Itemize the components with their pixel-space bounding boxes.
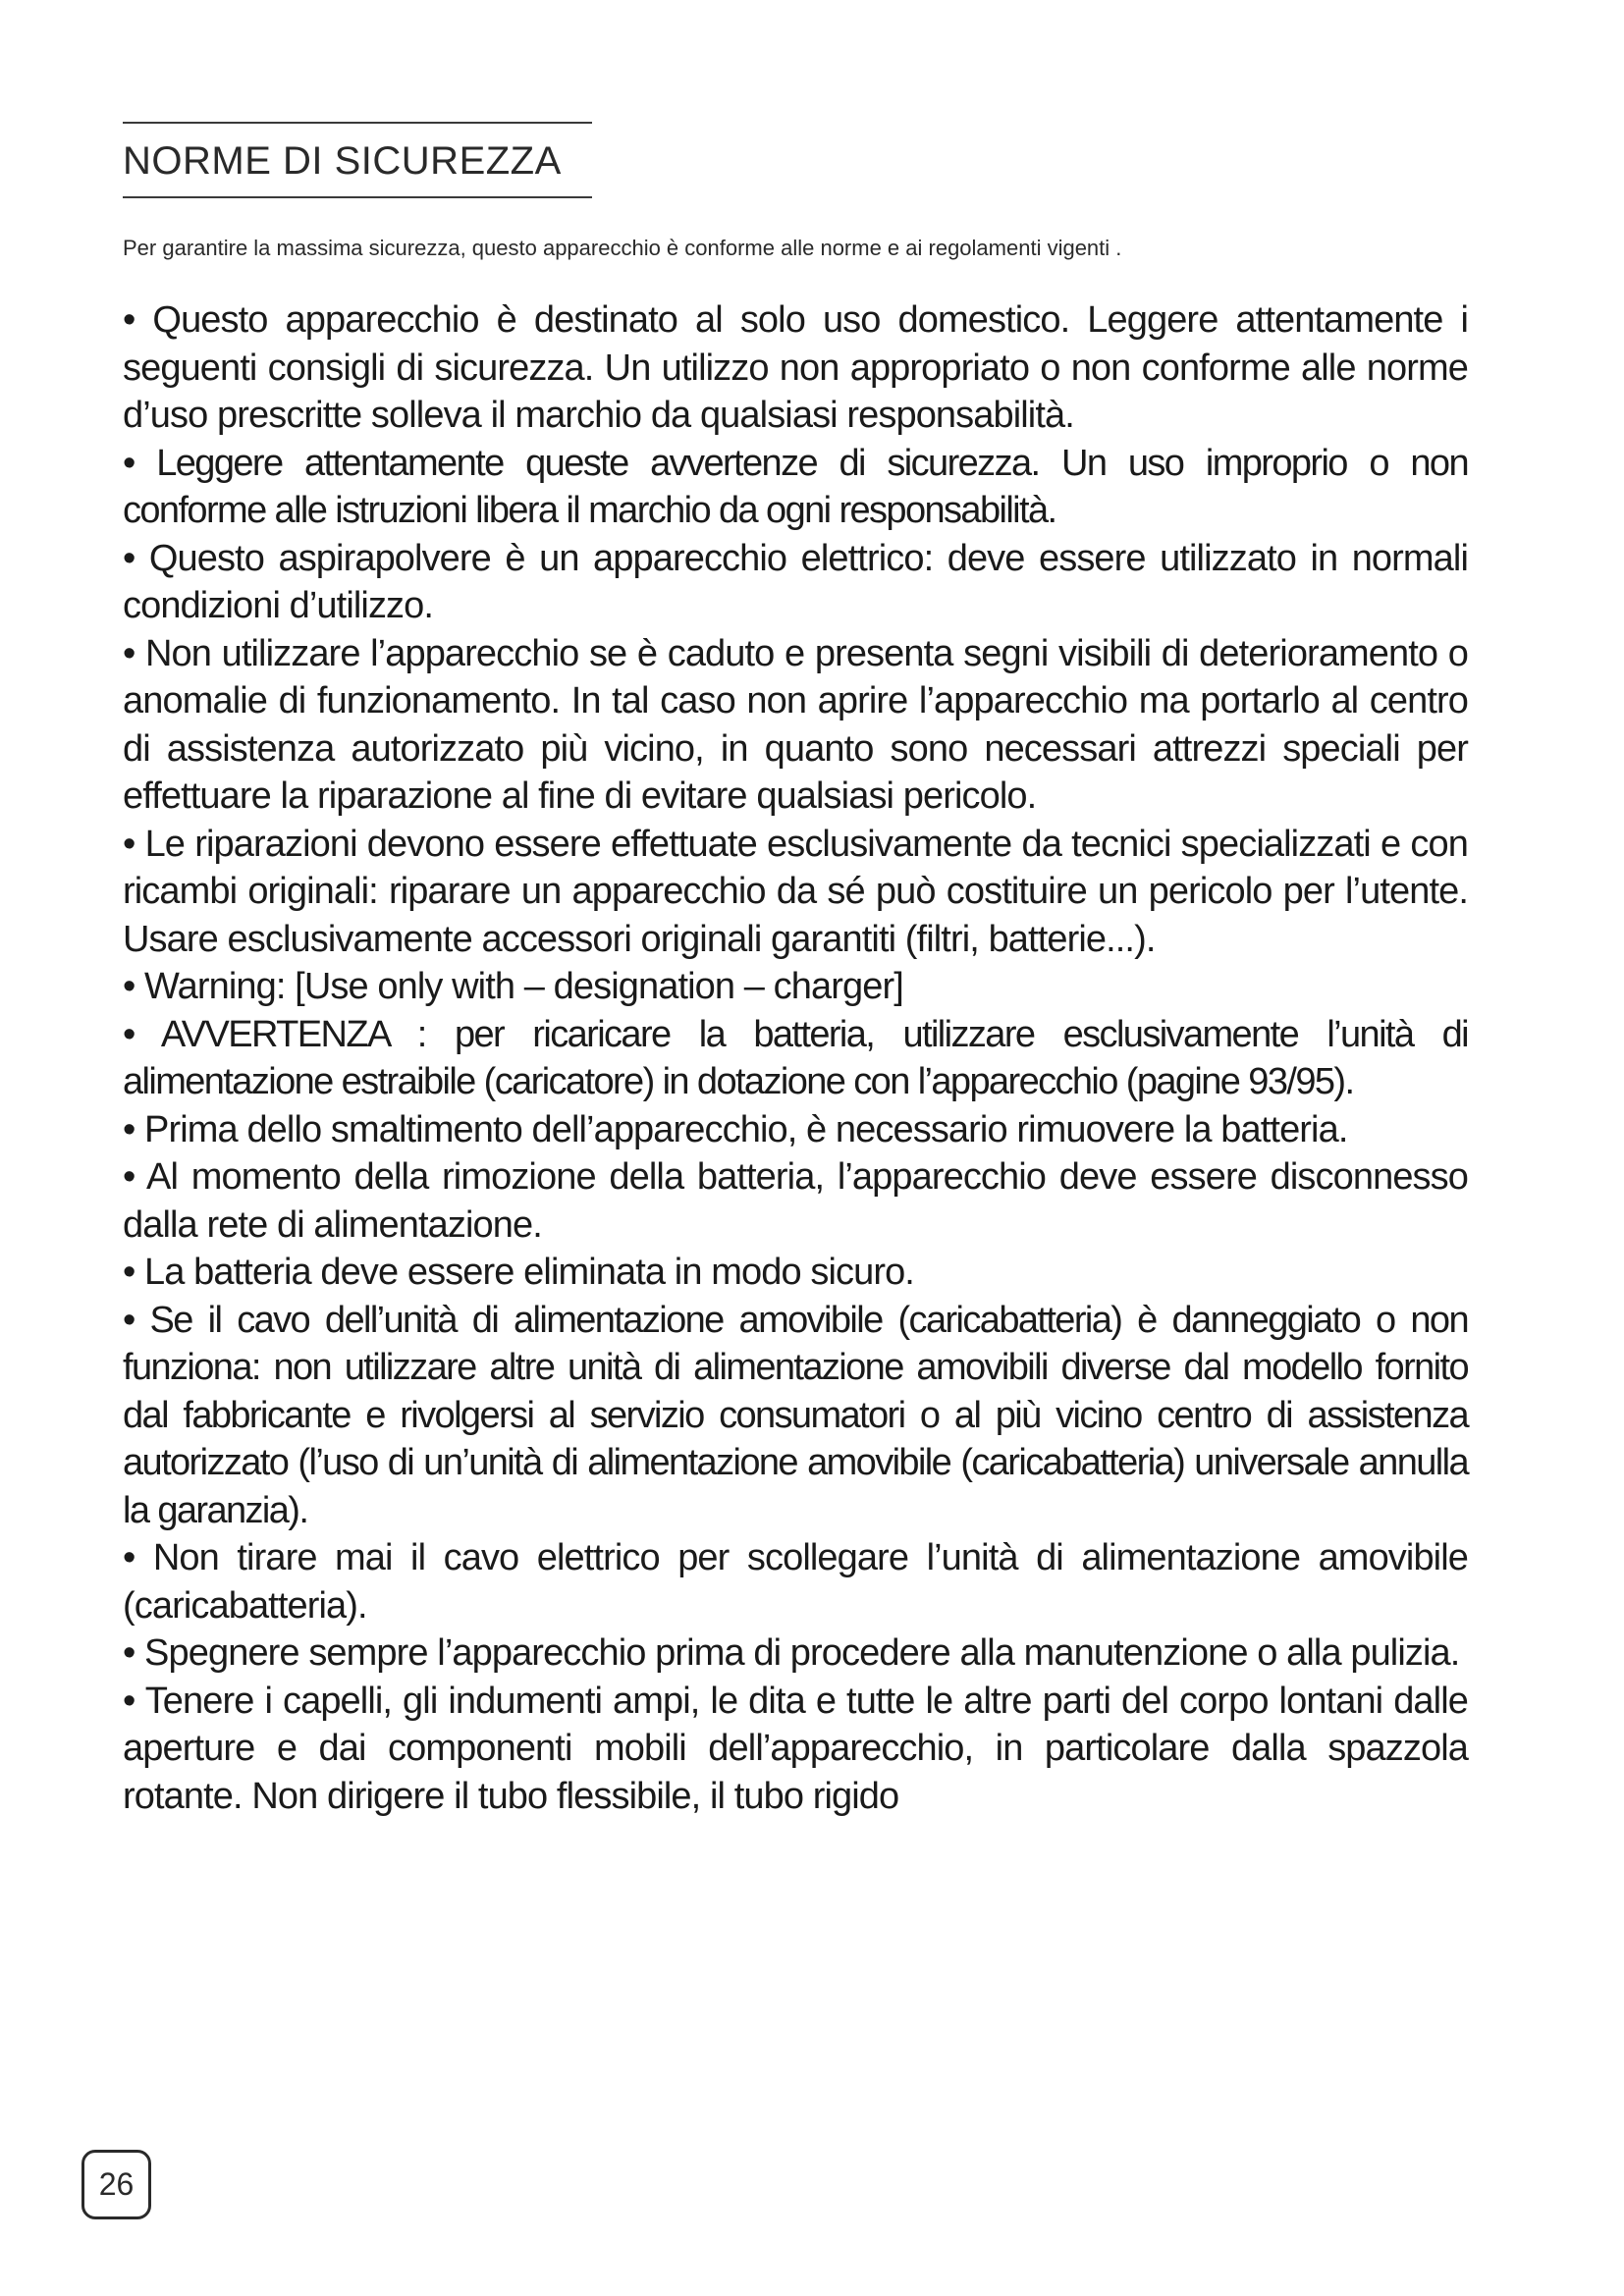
- safety-item: • Se il cavo dell’unità di alimentazione amovibile (caricabatteria) è danneggiato o non funziona: non utilizzare altre unità di alimentazione amovibili diverse dal modello fornito dal fabbricante e rivolgersi al servizio consumatori o al più vicino centro di assistenza autorizzato (l’uso di un’unità di alimentazione amovibile (caricabatteria) universale annulla la garanzia).: [123, 1299, 1468, 1531]
- safety-item: • Al momento della rimozione della batteria, l’apparecchio deve essere disconnesso dalla rete di alimentazione.: [123, 1156, 1468, 1246]
- section-title: NORME DI SICUREZZA: [123, 139, 562, 183]
- section-heading: [123, 122, 592, 198]
- safety-item: • Prima dello smaltimento dell’apparecchio, è necessario rimuovere la batteria.: [123, 1108, 1348, 1150]
- bottom-rule: [123, 196, 592, 198]
- safety-list: [123, 296, 1468, 1820]
- safety-item: • Warning: [Use only with – designation – charger]: [123, 966, 903, 1007]
- page-number: 26: [81, 2150, 151, 2219]
- safety-item: • Questo apparecchio è destinato al solo uso domestico. Leggere attentamente i seguenti consigli di sicurezza. Un utilizzo non appropriato o non conforme alle norme d’uso prescritte solleva il marchio da qualsiasi responsabilità.: [123, 299, 1468, 436]
- safety-item: • Questo aspirapolvere è un apparecchio elettrico: deve essere utilizzato in normali condizioni d’utilizzo.: [123, 537, 1468, 626]
- safety-item: • Non tirare mai il cavo elettrico per scollegare l’unità di alimentazione amovibile (caricabatteria).: [123, 1537, 1468, 1627]
- safety-item: • La batteria deve essere eliminata in modo sicuro.: [123, 1252, 914, 1293]
- safety-item: • Tenere i capelli, gli indumenti ampi, le dita e tutte le altre parti del corpo lontani dalle aperture e dai componenti mobili dell’apparecchio, in particolare dalla spazzola rotante. Non dirigere il tubo flessibile, il tubo rigido: [123, 1680, 1468, 1817]
- safety-item: • AVVERTENZA : per ricaricare la batteria, utilizzare esclusivamente l’unità di alimentazione estraibile (caricatore) in dotazione con l’apparecchio (pagine 93/95).: [123, 1013, 1468, 1102]
- safety-item: • Le riparazioni devono essere effettuate esclusivamente da tecnici specializzati e con ricambi originali: riparare un apparecchio da sé può costituire un pericolo per l’utente. Usare esclusivamente accessori originali garantiti (filtri, batterie...).: [123, 823, 1468, 960]
- safety-item: • Leggere attentamente queste avvertenze di sicurezza. Un uso improprio o non conforme alle istruzioni libera il marchio da ogni responsabilità.: [123, 442, 1468, 531]
- intro-text: Per garantire la massima sicurezza, questo apparecchio è conforme alle norme e ai regolamenti vigenti .: [123, 236, 1122, 260]
- safety-item: • Spegnere sempre l’apparecchio prima di procedere alla manutenzione o alla pulizia.: [123, 1632, 1460, 1674]
- safety-item: • Non utilizzare l’apparecchio se è caduto e presenta segni visibili di deterioramento o anomalie di funzionamento. In tal caso non aprire l’apparecchio ma portarlo al centro di assistenza autorizzato più vicino, in quanto sono necessari attrezzi speciali per effettuare la riparazione al fine di evitare qualsiasi pericolo.: [123, 632, 1468, 817]
